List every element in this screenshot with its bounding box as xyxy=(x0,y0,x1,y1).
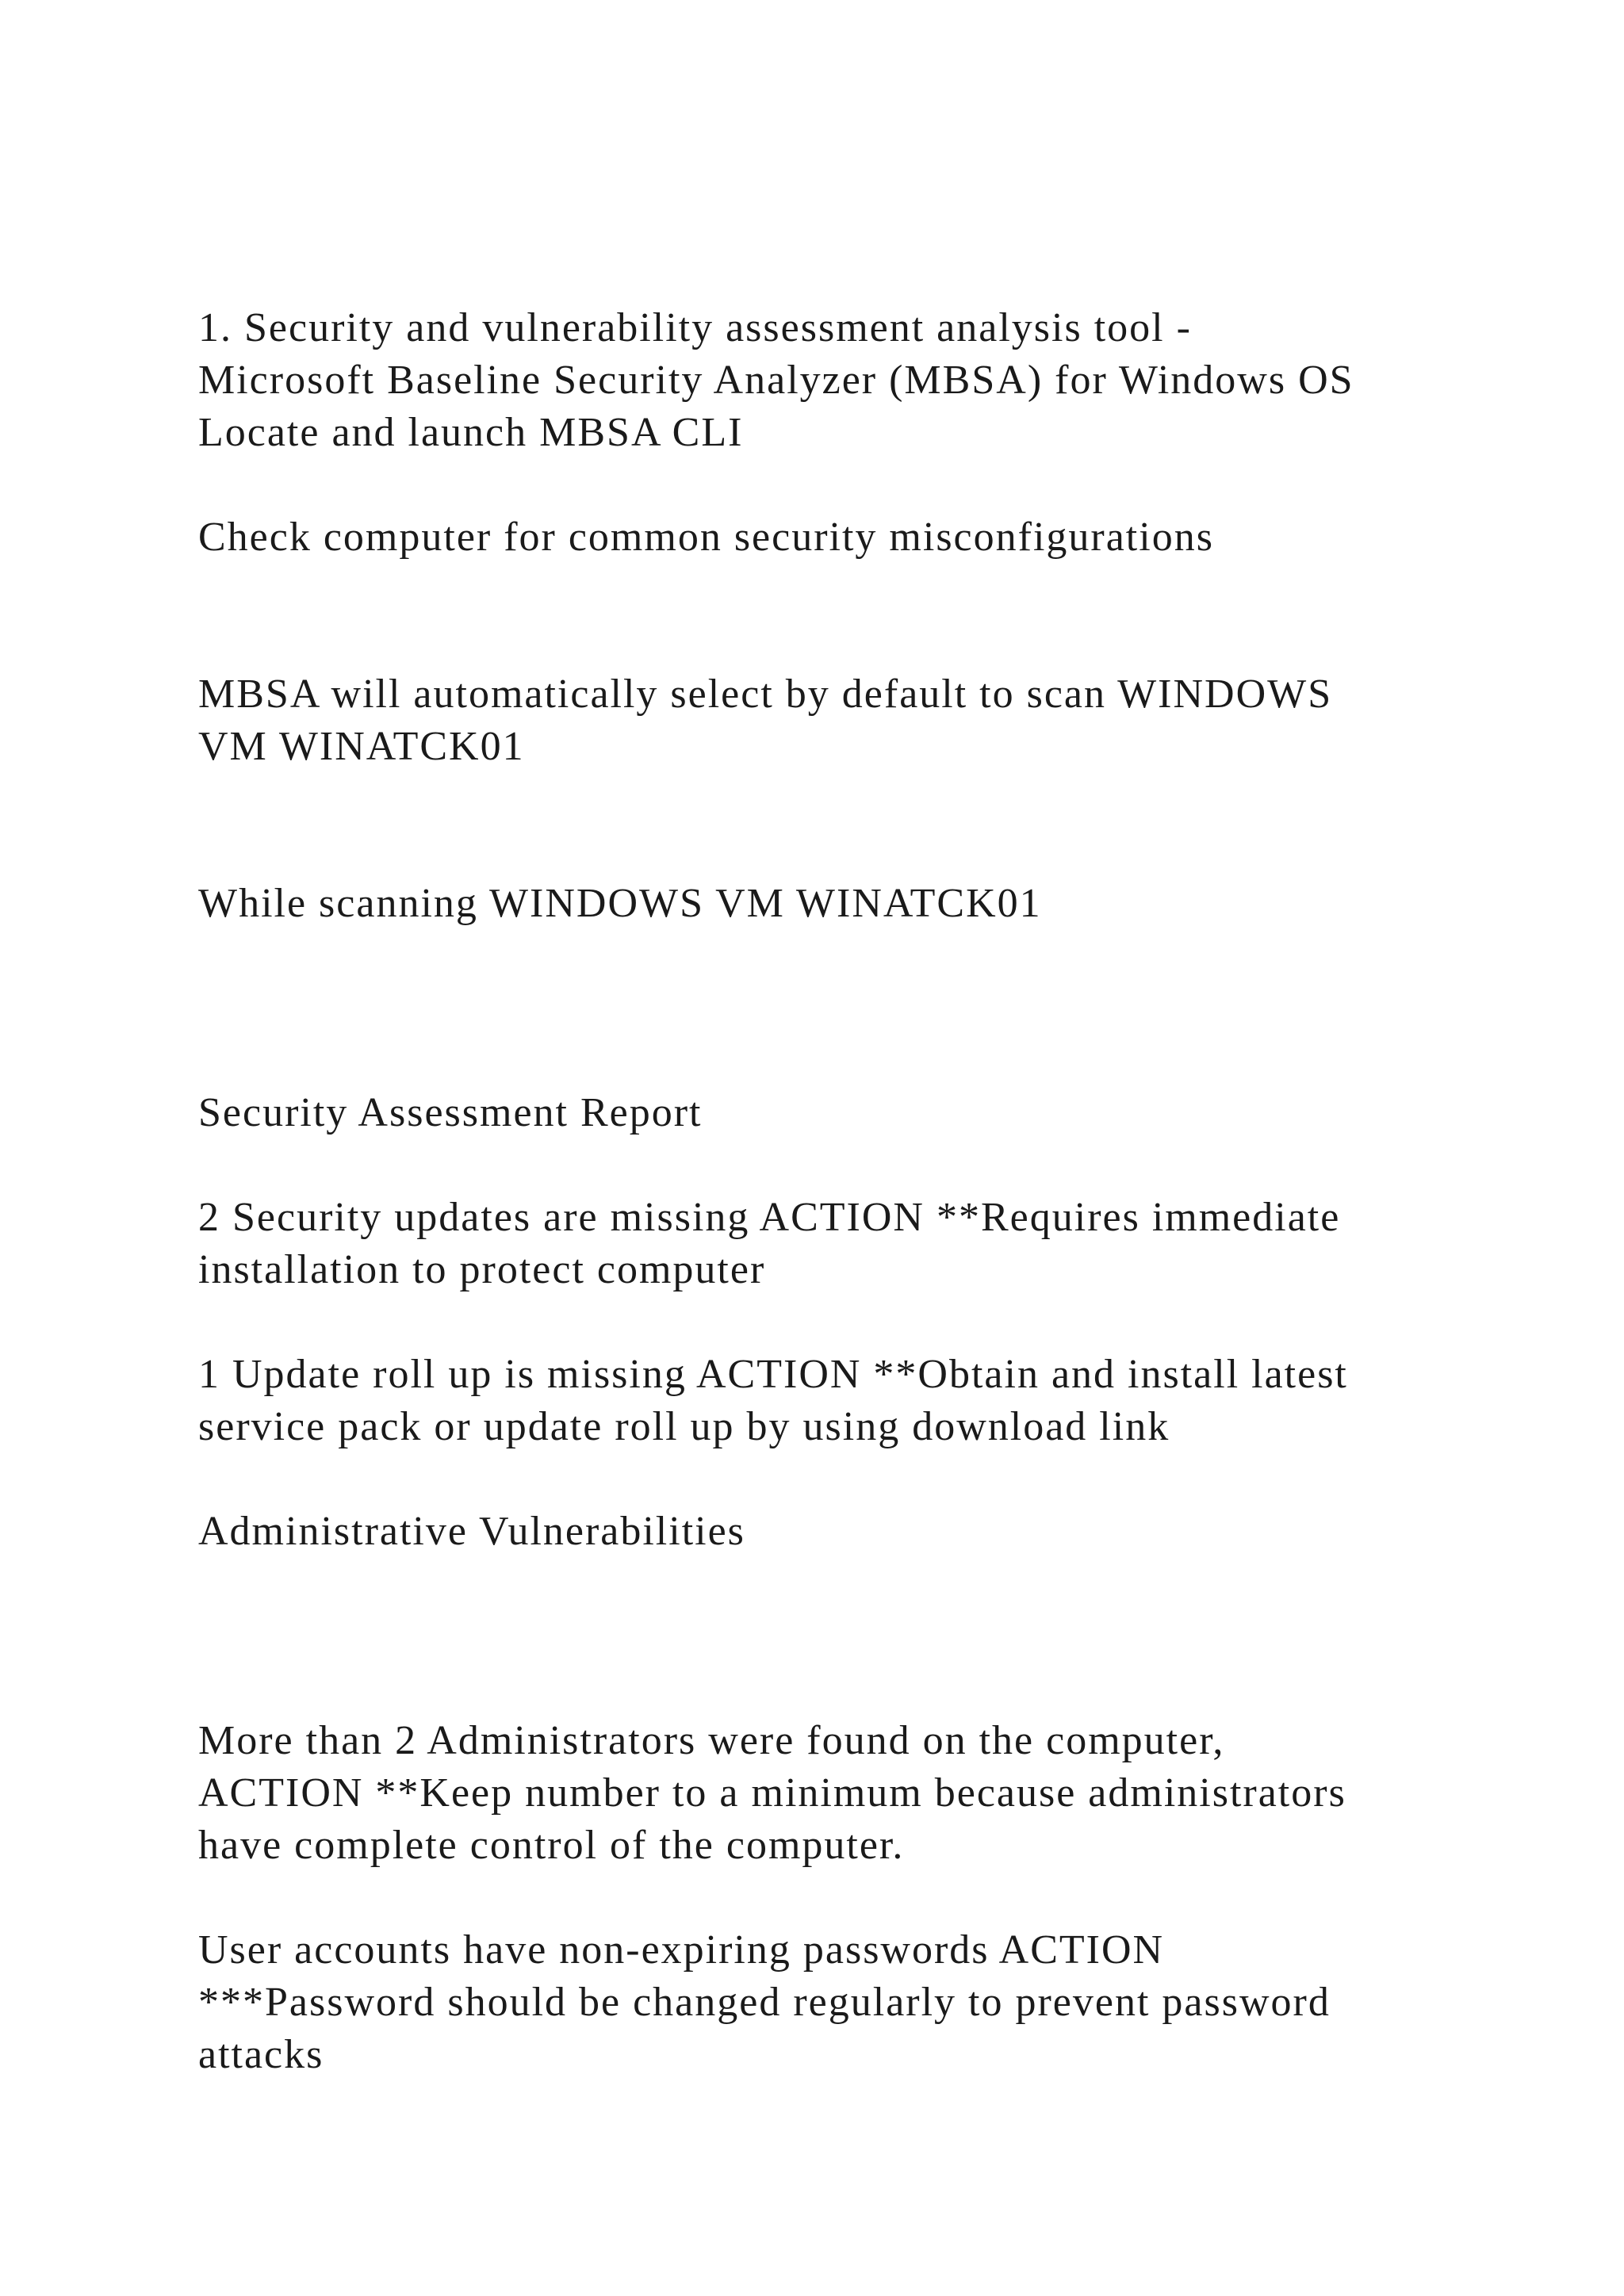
text-line: VM WINATCK01 xyxy=(198,724,525,769)
text-line: MBSA will automatically select by default to scan WINDOWS xyxy=(198,672,1333,717)
text-line: While scanning WINDOWS VM WINATCK01 xyxy=(198,881,1042,926)
text-line: 1 Update roll up is missing ACTION **Obtain and install latest xyxy=(198,1352,1348,1397)
section-heading: Security Assessment Report xyxy=(198,1090,703,1135)
text-line: Microsoft Baseline Security Analyzer (MBSA) for Windows OS xyxy=(198,358,1354,403)
text-line: attacks xyxy=(198,2032,324,2077)
text-line: Check computer for common security misconfigurations xyxy=(198,515,1214,560)
section-heading: Administrative Vulnerabilities xyxy=(198,1509,745,1554)
text-line: More than 2 Administrators were found on the computer, xyxy=(198,1718,1225,1763)
text-line: 1. Security and vulnerability assessment analysis tool - xyxy=(198,305,1192,350)
text-line: have complete control of the computer. xyxy=(198,1823,905,1868)
text-line: User accounts have non-expiring passwords ACTION xyxy=(198,1927,1165,1973)
text-line: ***Password should be changed regularly to prevent password xyxy=(198,1980,1331,2025)
text-line: installation to protect computer xyxy=(198,1247,766,1292)
text-line: 2 Security updates are missing ACTION **Requires immediate xyxy=(198,1195,1341,1240)
text-line: service pack or update roll up by using download link xyxy=(198,1404,1170,1449)
text-line: ACTION **Keep number to a minimum because administrators xyxy=(198,1770,1346,1816)
text-line: Locate and launch MBSA CLI xyxy=(198,410,744,455)
